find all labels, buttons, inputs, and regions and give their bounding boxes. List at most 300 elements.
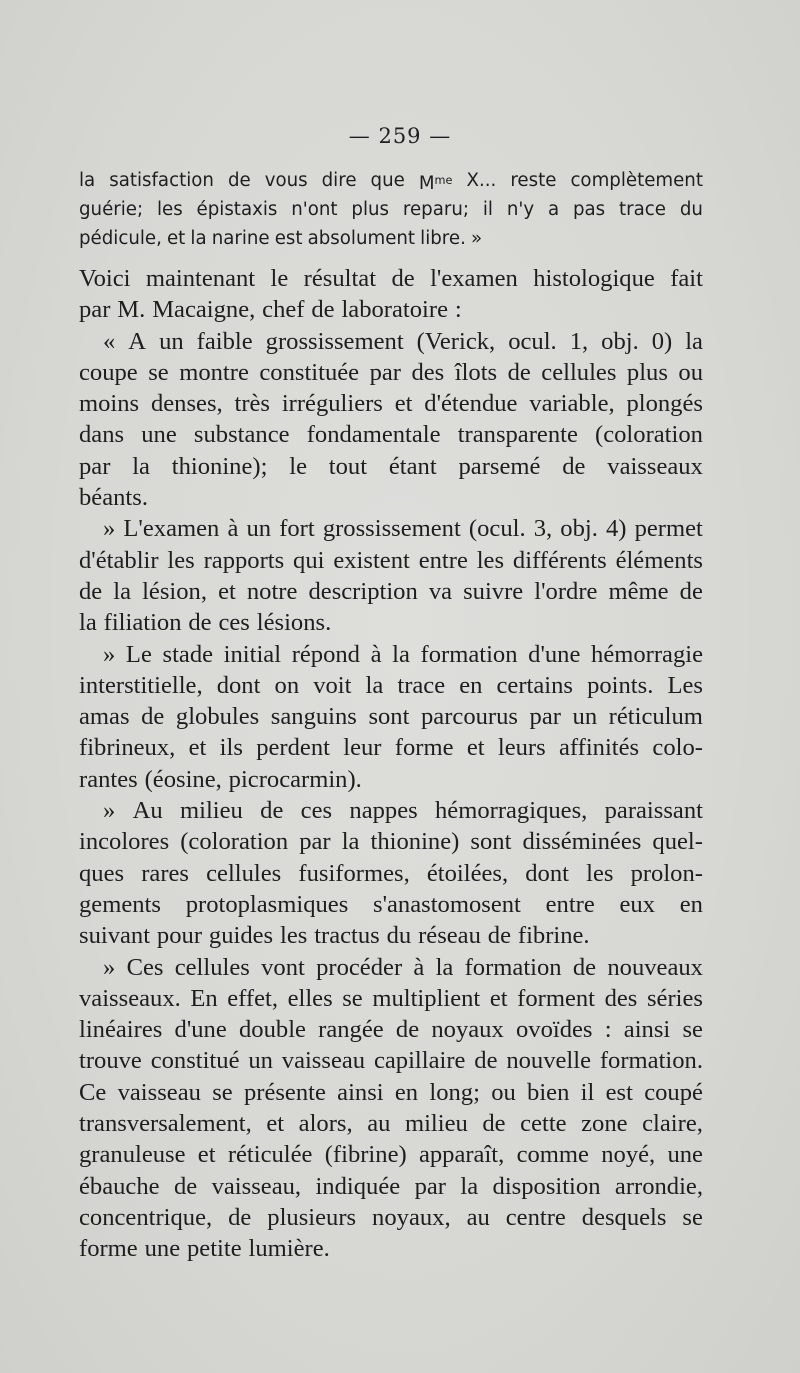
word: ainsi	[337, 1078, 384, 1106]
word: ovoïdes	[515, 1016, 593, 1044]
word: parsemé	[458, 452, 541, 480]
word: répond	[291, 640, 360, 668]
word: la	[365, 671, 384, 699]
word: (coloration	[595, 421, 703, 449]
word: montre	[179, 358, 249, 386]
word: $M^{me}$	[418, 173, 453, 195]
word: leur	[343, 734, 382, 762]
word: ces	[300, 797, 333, 825]
word: certains	[496, 671, 573, 699]
word: dire	[321, 170, 357, 191]
word: libre.	[420, 228, 466, 249]
word: des	[411, 358, 445, 386]
word: de	[474, 1047, 498, 1075]
word: cellules	[541, 358, 617, 386]
text-line	[79, 858, 703, 889]
word: quel-	[652, 828, 703, 856]
word: nouvelle	[506, 1047, 592, 1075]
word: épistaxis	[196, 199, 278, 220]
word: formation	[420, 640, 518, 668]
word: constitué	[150, 1047, 240, 1075]
word: ou	[491, 1078, 516, 1106]
word: constituée	[259, 358, 360, 386]
text-line	[79, 889, 703, 920]
word: fort	[279, 515, 315, 543]
histology-report-text	[79, 263, 703, 1265]
word: trace	[619, 199, 666, 220]
word: se	[148, 358, 169, 386]
word: la	[435, 953, 454, 981]
word: fait	[670, 265, 703, 292]
word: de	[487, 922, 511, 950]
word: (fibrine)	[324, 1141, 407, 1169]
word: eux	[619, 890, 656, 918]
word: étant	[388, 452, 437, 480]
text-line	[79, 513, 703, 544]
word: moins	[79, 390, 140, 418]
word: :	[604, 1016, 612, 1044]
text-line	[79, 388, 703, 419]
word: guides	[208, 922, 274, 950]
word: au	[367, 1110, 391, 1138]
word: ainsi	[623, 1016, 671, 1044]
word: de	[507, 358, 531, 386]
word: chef	[262, 296, 305, 324]
word: forme	[79, 1235, 138, 1263]
text-line	[79, 195, 703, 224]
word: denses,	[150, 390, 223, 418]
word: la	[113, 577, 132, 605]
word: un	[248, 1047, 273, 1075]
word: trace	[397, 671, 446, 699]
word: les	[167, 546, 195, 574]
text-line	[79, 983, 703, 1014]
text-line	[79, 1233, 703, 1264]
word: vaisseau	[281, 1047, 366, 1075]
word: absolument	[307, 228, 416, 249]
word: long;	[429, 1078, 480, 1106]
word: fondamentale	[306, 421, 441, 449]
text-line	[79, 670, 703, 701]
text-line	[79, 294, 703, 325]
word: par	[369, 358, 401, 386]
word: 4)	[605, 515, 627, 543]
word: stade	[162, 640, 214, 668]
word: Ce	[79, 1078, 107, 1106]
word: s'anastomosent	[373, 890, 521, 918]
word: on	[274, 671, 300, 699]
word: hémorragie	[591, 640, 703, 668]
word: (Verick,	[416, 327, 496, 355]
word: une	[144, 1235, 181, 1263]
word: filiation	[103, 609, 182, 637]
word: M.	[117, 296, 146, 324]
text-line	[79, 1045, 703, 1076]
word: satisfaction	[109, 170, 214, 191]
word: de	[562, 452, 586, 480]
word: granuleuse	[79, 1141, 186, 1169]
word: et	[266, 1110, 285, 1138]
text-line	[79, 795, 703, 826]
word: la	[79, 170, 96, 191]
word: Macaigne,	[152, 296, 256, 324]
word: et	[197, 1141, 216, 1169]
word: vous	[264, 170, 308, 191]
word: cellules	[206, 859, 282, 887]
word: réseau	[418, 922, 481, 950]
word: Les	[667, 671, 703, 699]
word: pas	[572, 199, 606, 220]
word: étoilées,	[426, 859, 509, 887]
word: Au	[132, 797, 163, 825]
text-line	[79, 1108, 703, 1139]
word: bien	[527, 1078, 570, 1106]
word: grossissement	[265, 327, 404, 355]
word: dans	[79, 421, 125, 449]
text-line	[79, 224, 703, 253]
word: colo-	[652, 734, 703, 762]
word: de	[395, 1016, 420, 1044]
word: la	[460, 1172, 479, 1200]
word: milieu	[179, 797, 243, 825]
word: et	[489, 984, 508, 1012]
word: lésions.	[256, 609, 332, 637]
word: et	[188, 734, 207, 762]
text-line	[79, 451, 703, 482]
word: et	[166, 228, 186, 249]
word: en	[679, 890, 703, 918]
word: noyaux	[431, 1016, 504, 1044]
word: linéaires	[79, 1016, 163, 1044]
word: procéder	[316, 953, 403, 981]
word: permet	[634, 515, 703, 543]
word: coupe	[79, 358, 138, 386]
text-line	[79, 1077, 703, 1108]
word: description	[308, 577, 418, 605]
word: grossissement	[322, 515, 461, 543]
word: (éosine,	[144, 765, 222, 793]
word: le	[289, 452, 307, 480]
word: îlots	[454, 358, 498, 386]
word: les	[279, 922, 308, 950]
word: la	[685, 327, 703, 355]
word: narine	[211, 228, 270, 249]
word: petite	[187, 1235, 242, 1263]
word: suivant	[79, 922, 151, 950]
text-line	[79, 607, 703, 638]
word: formation.	[599, 1047, 703, 1075]
word: de	[260, 797, 284, 825]
word: se	[682, 1016, 703, 1044]
word: béants.	[79, 484, 148, 512]
word: coupé	[644, 1078, 703, 1106]
text-line	[79, 1202, 703, 1233]
word: lumière.	[248, 1235, 330, 1263]
word: noyé,	[601, 1141, 656, 1169]
word: 3,	[533, 515, 553, 543]
word: très	[234, 390, 270, 418]
word: Voici	[79, 265, 131, 292]
word: des	[604, 984, 638, 1012]
word: et	[466, 734, 485, 762]
word: A	[128, 327, 147, 355]
word: d'une	[528, 640, 581, 668]
word: rangée	[318, 1016, 384, 1044]
word: de	[173, 1172, 198, 1200]
word: ébauche	[79, 1172, 160, 1200]
word: substance	[193, 421, 290, 449]
word: la	[341, 828, 360, 856]
word: vaisseaux.	[79, 984, 181, 1012]
word: »	[103, 515, 116, 543]
word: :	[454, 296, 462, 324]
word: hémorragiques,	[435, 797, 588, 825]
word: réticulée	[227, 1141, 313, 1169]
word: à	[413, 953, 425, 981]
word: même	[608, 577, 669, 605]
word: la	[79, 609, 97, 637]
word: d'établir	[79, 546, 159, 574]
word: au	[466, 1203, 490, 1231]
word: plongés	[626, 390, 703, 418]
word: reparu;	[402, 199, 469, 220]
word: d'étendue	[424, 390, 518, 418]
word: se	[342, 984, 363, 1012]
word: va	[428, 577, 453, 605]
word: il	[482, 199, 493, 220]
word: milieu	[404, 1110, 468, 1138]
word: (ocul.	[468, 515, 526, 543]
word: les	[156, 199, 183, 220]
word: est	[274, 228, 303, 249]
word: un	[246, 515, 272, 543]
word: il	[580, 1078, 595, 1106]
word: «	[103, 327, 116, 355]
word: l'examen	[430, 265, 518, 292]
text-line	[79, 920, 703, 951]
word: présente	[243, 1078, 326, 1106]
word: fibrine.	[517, 922, 590, 950]
word: »	[103, 953, 116, 981]
word: de	[572, 953, 597, 981]
word: plus	[626, 358, 668, 386]
text-line	[79, 545, 703, 576]
word: thionine);	[171, 452, 268, 480]
word: complètement	[570, 170, 703, 191]
word: elles	[287, 984, 333, 1012]
word: nappes	[349, 797, 418, 825]
word: qui	[293, 546, 325, 574]
word: ques	[79, 859, 125, 887]
word: du	[679, 199, 703, 220]
word: les	[586, 859, 614, 887]
word: faible	[196, 327, 253, 355]
word: de	[679, 577, 703, 605]
word: plusieurs	[267, 1203, 357, 1231]
word: alors,	[298, 1110, 353, 1138]
word: ces	[218, 609, 250, 637]
word: se	[682, 1203, 703, 1231]
word: en	[394, 1078, 419, 1106]
text-line	[79, 357, 703, 388]
text-line	[79, 482, 703, 513]
word: thionine)	[370, 828, 460, 856]
word: dont	[216, 671, 261, 699]
text-line	[79, 764, 703, 795]
word: que	[370, 170, 405, 191]
word: trouve	[79, 1047, 142, 1075]
word: existent	[333, 546, 410, 574]
word: réticulum	[608, 703, 703, 731]
word: et	[218, 577, 236, 605]
text-line	[79, 263, 703, 294]
word: différents	[512, 546, 607, 574]
word: transversalement,	[79, 1110, 252, 1138]
word: sont	[368, 703, 410, 731]
word: plus	[351, 199, 390, 220]
word: En	[190, 984, 218, 1012]
word: de	[188, 609, 212, 637]
word: noyaux,	[372, 1203, 451, 1231]
word: guérie;	[79, 199, 144, 220]
word: vaisseaux	[607, 452, 703, 480]
word: l'ordre	[534, 577, 598, 605]
word: fibrineux,	[79, 734, 176, 762]
word: n'y	[506, 199, 535, 220]
word: concentrique,	[79, 1203, 213, 1231]
word: les	[476, 546, 505, 574]
word: nouveaux	[607, 953, 703, 981]
word: entre	[418, 546, 468, 574]
word: L'examen	[123, 515, 220, 543]
word: capillaire	[373, 1047, 466, 1075]
word: cellules	[174, 953, 250, 981]
word: et	[394, 390, 413, 418]
word: (coloration	[180, 828, 289, 856]
word: dont	[525, 859, 569, 887]
word: affinités	[558, 734, 640, 762]
word: de	[227, 170, 251, 191]
word: »	[470, 228, 483, 249]
quoted-letter-ending	[79, 166, 703, 253]
word: variable,	[529, 390, 615, 418]
word: de	[79, 577, 103, 605]
word: rares	[141, 859, 190, 887]
word: laboratoire	[341, 296, 448, 324]
word: »	[103, 640, 116, 668]
word: obj.	[601, 327, 639, 355]
word: un	[572, 703, 598, 731]
word: forme	[394, 734, 454, 762]
text-line	[79, 1139, 703, 1170]
word: initial	[223, 640, 282, 668]
text-line	[79, 826, 703, 857]
text-line	[79, 1014, 703, 1045]
word: de	[141, 703, 165, 731]
word: la	[190, 228, 207, 249]
word: n'ont	[291, 199, 338, 220]
word: éléments	[615, 546, 703, 574]
word: reste	[510, 170, 557, 191]
word: histologique	[533, 265, 655, 292]
word: incolores	[79, 828, 170, 856]
word: une	[667, 1141, 703, 1169]
word: interstitielle,	[79, 671, 203, 699]
word: en	[459, 671, 483, 699]
word: par	[299, 828, 331, 856]
word: effet,	[227, 984, 278, 1012]
word: de	[391, 265, 415, 292]
word: gements	[79, 890, 161, 918]
text-line	[79, 326, 703, 357]
word: globules	[175, 703, 260, 731]
word: protoplasmiques	[185, 890, 349, 918]
word: disséminées	[522, 828, 642, 856]
word: ils	[219, 734, 243, 762]
word: a	[547, 199, 560, 220]
word: formation	[464, 953, 562, 981]
word: lésion,	[142, 577, 207, 605]
word: multiplient	[372, 984, 481, 1012]
word: double	[239, 1016, 306, 1044]
word: 1,	[569, 327, 589, 355]
word: est	[605, 1078, 633, 1106]
word: forment	[517, 984, 596, 1012]
word: transparente	[457, 421, 578, 449]
word: la	[132, 452, 150, 480]
word: sont	[470, 828, 512, 856]
word: de	[311, 296, 335, 324]
word: sanguins	[270, 703, 357, 731]
word: par	[414, 1172, 446, 1200]
text-line	[79, 419, 703, 450]
text-line	[79, 732, 703, 763]
word: parcourus	[421, 703, 518, 731]
word: vaisseau,	[211, 1172, 302, 1200]
word: le	[270, 265, 289, 292]
word: cette	[520, 1110, 567, 1138]
word: vont	[261, 953, 305, 981]
word: pour	[156, 922, 203, 950]
text-line	[79, 1171, 703, 1202]
word: rantes	[79, 765, 138, 793]
word: tout	[328, 452, 368, 480]
word: tractus	[314, 922, 380, 950]
word: à	[227, 515, 239, 543]
text-line	[79, 166, 703, 195]
word: par	[79, 452, 111, 480]
word: ocul.	[508, 327, 557, 355]
word: pédicule,	[79, 228, 162, 249]
word: amas	[79, 703, 130, 731]
word: vaisseau	[117, 1078, 201, 1106]
text-line	[79, 952, 703, 983]
word: ou	[678, 358, 703, 386]
word: séries	[646, 984, 703, 1012]
word: comme	[516, 1141, 589, 1169]
word: voit	[313, 671, 352, 699]
word: Ces	[126, 953, 164, 981]
text-line	[79, 639, 703, 670]
word: prolon-	[630, 859, 703, 887]
word: apparaît,	[418, 1141, 505, 1169]
word: de	[228, 1203, 252, 1231]
word: irréguliers	[281, 390, 383, 418]
word: suivre	[463, 577, 524, 605]
word: zone	[581, 1110, 628, 1138]
word: claire,	[642, 1110, 703, 1138]
word: du	[386, 922, 412, 950]
